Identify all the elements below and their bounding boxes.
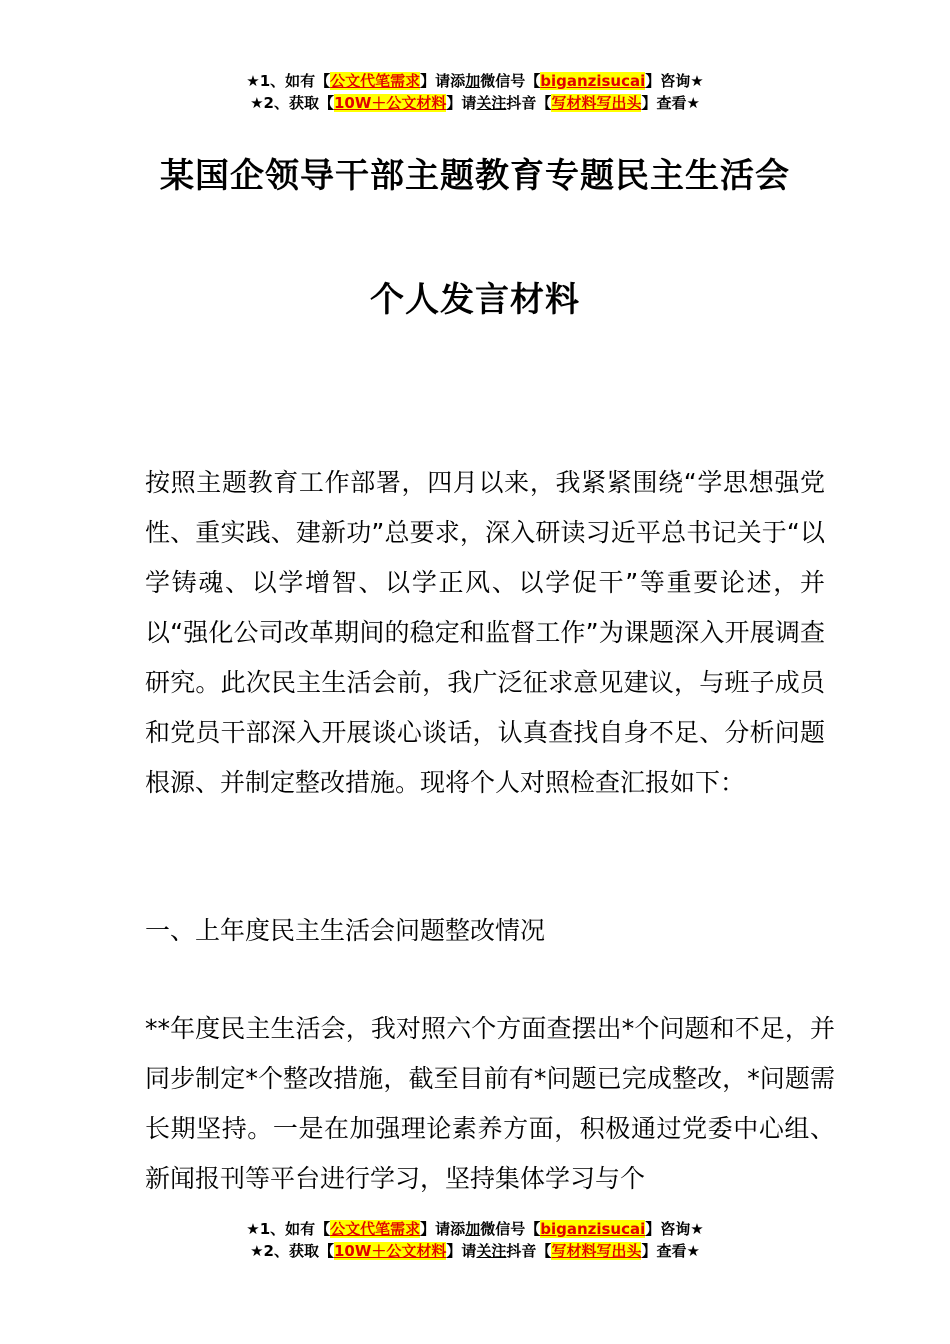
promo-highlight-service: 公文代笔需求 — [330, 1220, 421, 1238]
promo-text: 微信号【 — [480, 72, 541, 90]
promo-text: 】咨询★ — [645, 1220, 704, 1238]
promo-text: 】请 — [446, 94, 477, 112]
promo-text: 】咨询★ — [645, 72, 704, 90]
section-paragraph: **年度民主生活会，我对照六个方面查摆出*个问题和不足，并同步制定*个整改措施，截至目前有*问题已完成整改，*问题需长期坚持。一是在加强理论素养方面，积极通过党委中心组、新闻报刊等平台进行学习，坚持集体学习与个 — [145, 1014, 835, 1193]
promo-highlight-service: 公文代笔需求 — [330, 72, 421, 90]
promo-text: ★2、获取【 — [250, 1242, 334, 1260]
promo-highlight-materials: 10W＋公文材料 — [333, 1242, 447, 1260]
promo-line-1 — [0, 1218, 950, 1240]
promo-highlight-wechat-id: biganzisucai — [540, 72, 646, 90]
top-promo-banner — [0, 70, 950, 114]
promo-line-2 — [0, 92, 950, 114]
promo-text: ★2、获取【 — [250, 94, 334, 112]
promo-text: 】请 — [446, 1242, 477, 1260]
promo-highlight-douyin: 写材料写出头 — [551, 94, 642, 112]
promo-underline: 加 — [465, 72, 481, 90]
promo-highlight-wechat-id: biganzisucai — [540, 1220, 646, 1238]
promo-line-2 — [0, 1240, 950, 1262]
document-title-line-1: 某国企领导干部主题教育专题民主生活会 — [160, 156, 790, 196]
document-title-line-2: 个人发言材料 — [370, 280, 580, 320]
section-heading: 一、上年度民主生活会问题整改情况 — [145, 916, 546, 945]
intro-paragraph: 按照主题教育工作部署，四月以来，我紧紧围绕“学思想强党性、重实践、建新功”总要求，深入研读习近平总书记关于“以学铸魂、以学增智、以学正风、以学促干”等重要论述，并以“强化公司改革期间的稳定和监督工作”为课题深入开展调查研究。此次民主生活会前，我广泛征求意见建议，与班子成员和党员干部深入开展谈心谈话，认真查找自身不足、分析问题根源、并制定整改措施。现将个人对照检查汇报如下： — [145, 468, 825, 797]
promo-underline: 关注 — [476, 1242, 507, 1260]
promo-text: 抖音【 — [506, 1242, 552, 1260]
promo-text: 】查看★ — [641, 94, 700, 112]
promo-text: ★1、如有【 — [246, 72, 331, 90]
promo-text: 微信号【 — [480, 1220, 541, 1238]
promo-text: ★1、如有【 — [246, 1220, 331, 1238]
promo-underline: 关注 — [476, 94, 507, 112]
promo-text: 】请添 — [420, 1220, 466, 1238]
bottom-promo-banner — [0, 1218, 950, 1262]
promo-highlight-materials: 10W＋公文材料 — [333, 94, 447, 112]
promo-text: 抖音【 — [506, 94, 552, 112]
promo-text: 】请添 — [420, 72, 466, 90]
promo-highlight-douyin: 写材料写出头 — [551, 1242, 642, 1260]
promo-underline: 加 — [465, 1220, 481, 1238]
promo-line-1 — [0, 70, 950, 92]
promo-text: 】查看★ — [641, 1242, 700, 1260]
